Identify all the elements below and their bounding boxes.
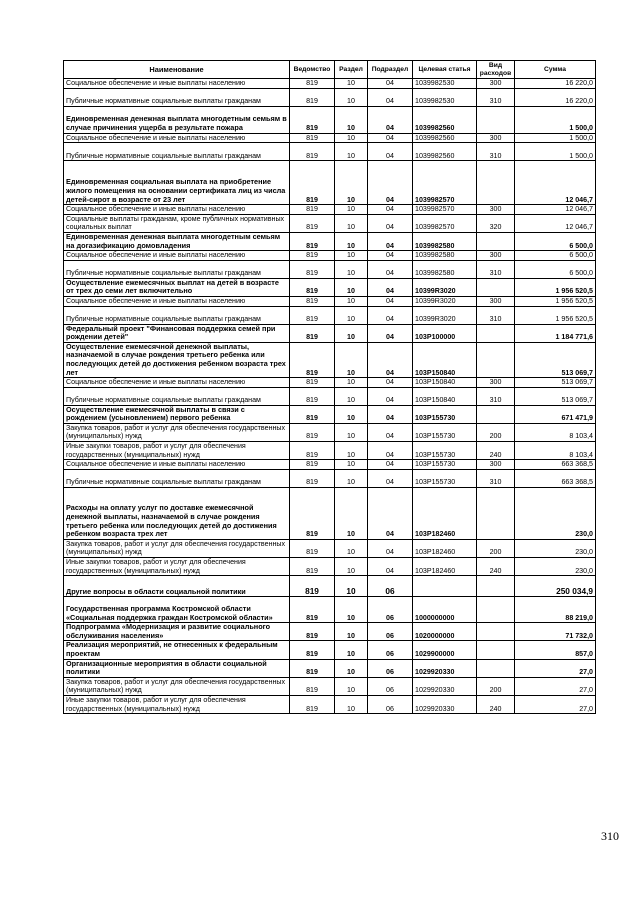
row-podrazdel: 04 (368, 161, 413, 205)
table-row (64, 405, 596, 423)
header-summa: Сумма (515, 61, 596, 79)
row-podrazdel: 04 (368, 539, 413, 557)
row-name: Расходы на оплату услуг по доставке ежемесячной денежной выплаты, назначаемой в случае рождения третьего ребенка или последующих детей до достижения ребенком возраста трех лет (64, 487, 290, 539)
row-celevaya-statya: 1039982560 (413, 106, 477, 133)
row-vid-raskhodov (477, 597, 515, 623)
row-vid-raskhodov: 300 (477, 251, 515, 261)
row-name: Реализация мероприятий, не отнесенных к федеральным проектам (64, 641, 290, 659)
row-vid-raskhodov (477, 324, 515, 342)
table-header-row (64, 61, 596, 79)
row-podrazdel: 06 (368, 677, 413, 695)
row-celevaya-statya: 103P182460 (413, 487, 477, 539)
row-summa: 230,0 (515, 558, 596, 576)
row-vedomstvo: 819 (290, 88, 335, 106)
row-razdel: 10 (335, 133, 368, 143)
row-celevaya-statya: 1029900000 (413, 641, 477, 659)
row-celevaya-statya (413, 576, 477, 597)
row-vedomstvo: 819 (290, 296, 335, 306)
table-row (64, 342, 596, 377)
row-vid-raskhodov: 320 (477, 214, 515, 232)
row-vid-raskhodov: 310 (477, 143, 515, 161)
row-vedomstvo: 819 (290, 460, 335, 470)
budget-table (63, 60, 596, 714)
table-row (64, 677, 596, 695)
row-vid-raskhodov (477, 659, 515, 677)
table-row (64, 576, 596, 597)
row-vid-raskhodov: 200 (477, 423, 515, 441)
row-celevaya-statya: 103P182460 (413, 558, 477, 576)
row-celevaya-statya: 1000000000 (413, 597, 477, 623)
row-summa: 16 220,0 (515, 79, 596, 89)
row-razdel: 10 (335, 296, 368, 306)
row-vedomstvo: 819 (290, 251, 335, 261)
row-name: Закупка товаров, работ и услуг для обеспечения государственных (муниципальных) нужд (64, 539, 290, 557)
row-summa: 230,0 (515, 487, 596, 539)
row-podrazdel: 04 (368, 251, 413, 261)
row-celevaya-statya: 1039982580 (413, 260, 477, 278)
row-podrazdel: 04 (368, 205, 413, 215)
row-name: Единовременная денежная выплата многодетным семьям на догазификацию домовладения (64, 232, 290, 250)
row-celevaya-statya: 1039982570 (413, 214, 477, 232)
row-vedomstvo: 819 (290, 442, 335, 460)
row-celevaya-statya: 1029920330 (413, 677, 477, 695)
row-vedomstvo: 819 (290, 423, 335, 441)
row-podrazdel: 04 (368, 214, 413, 232)
row-vedomstvo: 819 (290, 306, 335, 324)
row-razdel: 10 (335, 214, 368, 232)
row-vid-raskhodov (477, 161, 515, 205)
row-podrazdel: 04 (368, 405, 413, 423)
row-razdel: 10 (335, 623, 368, 641)
row-podrazdel: 04 (368, 423, 413, 441)
row-razdel: 10 (335, 106, 368, 133)
row-razdel: 10 (335, 306, 368, 324)
row-razdel: 10 (335, 576, 368, 597)
row-summa: 8 103,4 (515, 442, 596, 460)
row-podrazdel: 04 (368, 133, 413, 143)
row-celevaya-statya: 103P155730 (413, 469, 477, 487)
table-row (64, 205, 596, 215)
row-celevaya-statya: 1020000000 (413, 623, 477, 641)
table-row (64, 88, 596, 106)
row-razdel: 10 (335, 539, 368, 557)
row-vedomstvo: 819 (290, 677, 335, 695)
row-razdel: 10 (335, 442, 368, 460)
row-podrazdel: 04 (368, 442, 413, 460)
row-celevaya-statya: 1029920330 (413, 695, 477, 713)
row-razdel: 10 (335, 487, 368, 539)
row-name: Единовременная денежная выплата многодетным семьям в случае причинения ущерба в результате пожара (64, 106, 290, 133)
row-podrazdel: 06 (368, 641, 413, 659)
row-vedomstvo: 819 (290, 79, 335, 89)
row-podrazdel: 06 (368, 576, 413, 597)
row-name: Осуществление ежемесячных выплат на детей в возрасте от трех до семи лет включительно (64, 278, 290, 296)
row-vid-raskhodov: 300 (477, 378, 515, 388)
row-name: Социальное обеспечение и иные выплаты населению (64, 205, 290, 215)
row-podrazdel: 04 (368, 558, 413, 576)
row-summa: 12 046,7 (515, 205, 596, 215)
row-vid-raskhodov: 310 (477, 387, 515, 405)
row-podrazdel: 04 (368, 278, 413, 296)
table-body (64, 79, 596, 714)
row-name: Иные закупки товаров, работ и услуг для обеспечения государственных (муниципальных) нужд (64, 695, 290, 713)
row-razdel: 10 (335, 232, 368, 250)
row-name: Государственная программа Костромской области «Социальная поддержка граждан Костромской области» (64, 597, 290, 623)
row-name: Иные закупки товаров, работ и услуг для обеспечения государственных (муниципальных) нужд (64, 442, 290, 460)
header-razdel: Раздел (335, 61, 368, 79)
row-vedomstvo: 819 (290, 260, 335, 278)
row-razdel: 10 (335, 460, 368, 470)
row-vedomstvo: 819 (290, 576, 335, 597)
row-name: Единовременная социальная выплата на приобретение жилого помещения на основании сертификата лиц из числа детей-сирот в возрасте от 23 лет (64, 161, 290, 205)
row-podrazdel: 06 (368, 659, 413, 677)
row-vedomstvo: 819 (290, 469, 335, 487)
row-podrazdel: 04 (368, 387, 413, 405)
row-summa: 663 368,5 (515, 460, 596, 470)
row-razdel: 10 (335, 260, 368, 278)
row-razdel: 10 (335, 558, 368, 576)
row-celevaya-statya: 1029920330 (413, 659, 477, 677)
row-vedomstvo: 819 (290, 133, 335, 143)
row-name: Закупка товаров, работ и услуг для обеспечения государственных (муниципальных) нужд (64, 677, 290, 695)
table-row (64, 106, 596, 133)
row-vedomstvo: 819 (290, 342, 335, 377)
table-row (64, 387, 596, 405)
row-razdel: 10 (335, 251, 368, 261)
row-celevaya-statya: 103P150840 (413, 378, 477, 388)
row-name: Иные закупки товаров, работ и услуг для обеспечения государственных (муниципальных) нужд (64, 558, 290, 576)
table-row (64, 469, 596, 487)
row-vid-raskhodov: 200 (477, 677, 515, 695)
row-summa: 230,0 (515, 539, 596, 557)
row-vid-raskhodov: 200 (477, 539, 515, 557)
row-name: Социальные выплаты гражданам, кроме публичных нормативных социальных выплат (64, 214, 290, 232)
table-row (64, 623, 596, 641)
row-vedomstvo: 819 (290, 278, 335, 296)
row-name: Социальное обеспечение и иные выплаты населению (64, 251, 290, 261)
row-razdel: 10 (335, 324, 368, 342)
row-vid-raskhodov: 300 (477, 205, 515, 215)
row-summa: 1 500,0 (515, 106, 596, 133)
row-name: Подпрограмма «Модернизация и развитие социального обслуживания населения» (64, 623, 290, 641)
table-row (64, 423, 596, 441)
row-name: Социальное обеспечение и иные выплаты населению (64, 460, 290, 470)
header-name: Наименование (64, 61, 290, 79)
row-summa: 1 956 520,5 (515, 306, 596, 324)
table-row (64, 460, 596, 470)
row-vedomstvo: 819 (290, 324, 335, 342)
row-vedomstvo: 819 (290, 623, 335, 641)
row-vid-raskhodov: 240 (477, 695, 515, 713)
row-vedomstvo: 819 (290, 378, 335, 388)
table-row (64, 695, 596, 713)
row-podrazdel: 04 (368, 106, 413, 133)
row-name: Закупка товаров, работ и услуг для обеспечения государственных (муниципальных) нужд (64, 423, 290, 441)
row-razdel: 10 (335, 677, 368, 695)
row-name: Публичные нормативные социальные выплаты гражданам (64, 469, 290, 487)
row-celevaya-statya: 103P155730 (413, 405, 477, 423)
row-name: Социальное обеспечение и иные выплаты населению (64, 79, 290, 89)
row-vedomstvo: 819 (290, 143, 335, 161)
header-podrazdel: Подраздел (368, 61, 413, 79)
row-podrazdel: 04 (368, 143, 413, 161)
table-row (64, 378, 596, 388)
row-podrazdel: 04 (368, 260, 413, 278)
page-number: 310 (601, 829, 619, 843)
row-summa: 6 500,0 (515, 232, 596, 250)
row-summa: 1 956 520,5 (515, 278, 596, 296)
row-vedomstvo: 819 (290, 205, 335, 215)
row-name: Публичные нормативные социальные выплаты гражданам (64, 143, 290, 161)
table-row (64, 558, 596, 576)
table-row (64, 143, 596, 161)
table-row (64, 161, 596, 205)
row-vid-raskhodov (477, 487, 515, 539)
row-celevaya-statya: 1039982570 (413, 161, 477, 205)
table-row (64, 232, 596, 250)
header-vid: Вид расходов (477, 61, 515, 79)
row-celevaya-statya: 1039982530 (413, 79, 477, 89)
row-celevaya-statya: 103P100000 (413, 324, 477, 342)
row-vedomstvo: 819 (290, 405, 335, 423)
row-podrazdel: 04 (368, 88, 413, 106)
row-summa: 88 219,0 (515, 597, 596, 623)
row-razdel: 10 (335, 423, 368, 441)
row-razdel: 10 (335, 88, 368, 106)
row-summa: 857,0 (515, 641, 596, 659)
row-vedomstvo: 819 (290, 106, 335, 133)
row-razdel: 10 (335, 695, 368, 713)
table-row (64, 659, 596, 677)
row-podrazdel: 04 (368, 342, 413, 377)
row-vid-raskhodov: 310 (477, 306, 515, 324)
row-celevaya-statya: 103P155730 (413, 442, 477, 460)
row-vid-raskhodov: 310 (477, 88, 515, 106)
row-vid-raskhodov: 240 (477, 558, 515, 576)
header-celevaya: Целевая статья (413, 61, 477, 79)
row-celevaya-statya: 103P155730 (413, 423, 477, 441)
row-vedomstvo: 819 (290, 641, 335, 659)
row-name: Публичные нормативные социальные выплаты гражданам (64, 88, 290, 106)
row-summa: 6 500,0 (515, 260, 596, 278)
row-podrazdel: 04 (368, 79, 413, 89)
row-summa: 250 034,9 (515, 576, 596, 597)
row-podrazdel: 06 (368, 597, 413, 623)
row-name: Публичные нормативные социальные выплаты гражданам (64, 387, 290, 405)
row-name: Другие вопросы в области социальной политики (64, 576, 290, 597)
row-name: Социальное обеспечение и иные выплаты населению (64, 133, 290, 143)
row-razdel: 10 (335, 597, 368, 623)
row-vid-raskhodov: 310 (477, 469, 515, 487)
row-celevaya-statya: 103P150840 (413, 342, 477, 377)
row-podrazdel: 04 (368, 306, 413, 324)
row-vid-raskhodov (477, 278, 515, 296)
row-podrazdel: 04 (368, 469, 413, 487)
row-summa: 1 956 520,5 (515, 296, 596, 306)
row-celevaya-statya: 1039982560 (413, 143, 477, 161)
table-row (64, 214, 596, 232)
row-summa: 27,0 (515, 695, 596, 713)
row-celevaya-statya: 103P182460 (413, 539, 477, 557)
row-name: Социальное обеспечение и иные выплаты населению (64, 378, 290, 388)
row-razdel: 10 (335, 659, 368, 677)
row-summa: 1 500,0 (515, 133, 596, 143)
row-vid-raskhodov (477, 106, 515, 133)
row-razdel: 10 (335, 378, 368, 388)
row-razdel: 10 (335, 405, 368, 423)
row-vedomstvo: 819 (290, 695, 335, 713)
row-summa: 71 732,0 (515, 623, 596, 641)
row-celevaya-statya: 1039982530 (413, 88, 477, 106)
row-vid-raskhodov: 300 (477, 296, 515, 306)
row-celevaya-statya: 103P150840 (413, 387, 477, 405)
row-summa: 12 046,7 (515, 161, 596, 205)
table-row (64, 306, 596, 324)
row-vid-raskhodov (477, 342, 515, 377)
row-podrazdel: 04 (368, 487, 413, 539)
row-podrazdel: 04 (368, 324, 413, 342)
row-summa: 27,0 (515, 659, 596, 677)
header-vedomstvo: Ведомство (290, 61, 335, 79)
row-celevaya-statya: 10399R3020 (413, 296, 477, 306)
row-summa: 671 471,9 (515, 405, 596, 423)
row-vid-raskhodov: 300 (477, 79, 515, 89)
row-summa: 513 069,7 (515, 342, 596, 377)
row-name: Осуществление ежемесячной денежной выплаты, назначаемой в случае рождения третьего ребенка или последующих детей до достижения ребенком возраста трех лет (64, 342, 290, 377)
row-summa: 6 500,0 (515, 251, 596, 261)
row-celevaya-statya: 1039982570 (413, 205, 477, 215)
row-vid-raskhodov: 300 (477, 133, 515, 143)
row-razdel: 10 (335, 79, 368, 89)
row-vedomstvo: 819 (290, 214, 335, 232)
row-razdel: 10 (335, 143, 368, 161)
table-row (64, 296, 596, 306)
row-celevaya-statya: 10399R3020 (413, 306, 477, 324)
row-name: Социальное обеспечение и иные выплаты населению (64, 296, 290, 306)
row-vedomstvo: 819 (290, 597, 335, 623)
row-podrazdel: 06 (368, 695, 413, 713)
row-celevaya-statya: 1039982560 (413, 133, 477, 143)
table-row (64, 260, 596, 278)
row-vedomstvo: 819 (290, 232, 335, 250)
row-summa: 513 069,7 (515, 378, 596, 388)
row-summa: 27,0 (515, 677, 596, 695)
row-razdel: 10 (335, 278, 368, 296)
table-row (64, 539, 596, 557)
row-vedomstvo: 819 (290, 487, 335, 539)
row-celevaya-statya: 10399R3020 (413, 278, 477, 296)
row-vid-raskhodov (477, 405, 515, 423)
table-row (64, 597, 596, 623)
table-row (64, 324, 596, 342)
row-name: Федеральный проект "Финансовая поддержка семей при рождении детей" (64, 324, 290, 342)
row-summa: 12 046,7 (515, 214, 596, 232)
row-razdel: 10 (335, 342, 368, 377)
row-celevaya-statya: 1039982580 (413, 232, 477, 250)
row-vedomstvo: 819 (290, 387, 335, 405)
row-podrazdel: 04 (368, 460, 413, 470)
row-celevaya-statya: 1039982580 (413, 251, 477, 261)
table-row (64, 251, 596, 261)
table-row (64, 133, 596, 143)
row-summa: 513 069,7 (515, 387, 596, 405)
row-vid-raskhodov: 310 (477, 260, 515, 278)
row-podrazdel: 06 (368, 623, 413, 641)
row-vedomstvo: 819 (290, 539, 335, 557)
row-podrazdel: 04 (368, 232, 413, 250)
row-vid-raskhodov (477, 232, 515, 250)
row-razdel: 10 (335, 161, 368, 205)
row-name: Публичные нормативные социальные выплаты гражданам (64, 306, 290, 324)
row-razdel: 10 (335, 641, 368, 659)
row-vid-raskhodov: 240 (477, 442, 515, 460)
table-row (64, 641, 596, 659)
row-name: Публичные нормативные социальные выплаты гражданам (64, 260, 290, 278)
row-razdel: 10 (335, 469, 368, 487)
row-vid-raskhodov (477, 641, 515, 659)
table-row (64, 442, 596, 460)
row-razdel: 10 (335, 387, 368, 405)
row-vedomstvo: 819 (290, 558, 335, 576)
row-summa: 1 184 771,6 (515, 324, 596, 342)
row-summa: 663 368,5 (515, 469, 596, 487)
row-summa: 1 500,0 (515, 143, 596, 161)
table-row (64, 278, 596, 296)
row-vedomstvo: 819 (290, 161, 335, 205)
row-name: Осуществление ежемесячной выплаты в связи с рождением (усыновлением) первого ребенка (64, 405, 290, 423)
row-podrazdel: 04 (368, 296, 413, 306)
row-vid-raskhodov (477, 623, 515, 641)
row-name: Организационные мероприятия в области социальной политики (64, 659, 290, 677)
row-vid-raskhodov (477, 576, 515, 597)
row-summa: 16 220,0 (515, 88, 596, 106)
table-row (64, 487, 596, 539)
row-vid-raskhodov: 300 (477, 460, 515, 470)
table-row (64, 79, 596, 89)
row-podrazdel: 04 (368, 378, 413, 388)
row-vedomstvo: 819 (290, 659, 335, 677)
row-razdel: 10 (335, 205, 368, 215)
row-summa: 8 103,4 (515, 423, 596, 441)
row-celevaya-statya: 103P155730 (413, 460, 477, 470)
